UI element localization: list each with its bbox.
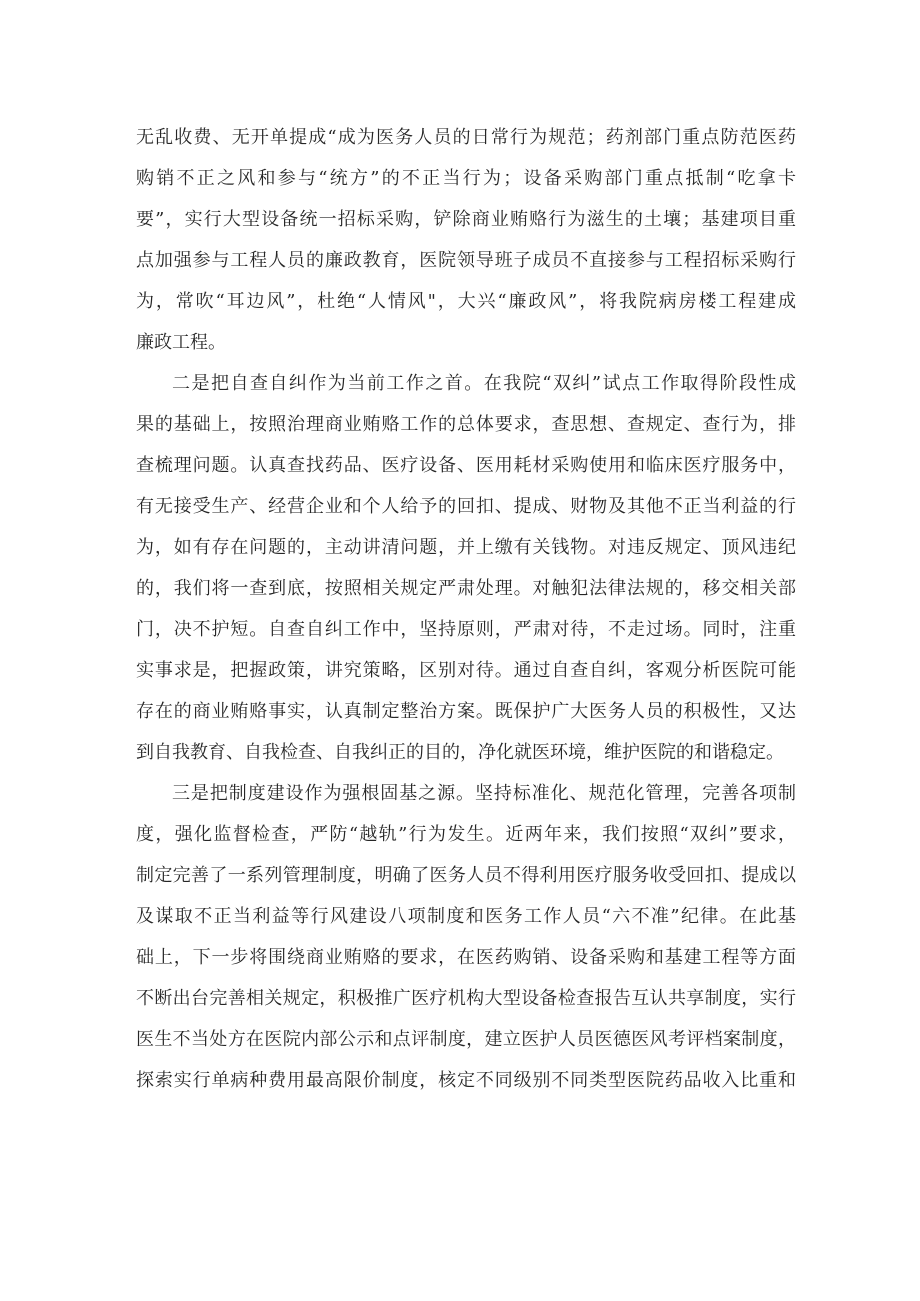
text-line: 及谋取不正当利益等行风建设八项制度和医务工作人员“六不准”纪律。在此基 bbox=[136, 906, 796, 927]
text-line: 探索实行单病种费用最高限价制度，核定不同级别不同类型医院药品收入比重和 bbox=[136, 1070, 796, 1091]
text-line: 果的基础上，按照治理商业贿赂工作的总体要求，查思想、查规定、查行为，排 bbox=[136, 414, 796, 435]
text-line: 要”，实行大型设备统一招标采购，铲除商业贿赂行为滋生的土壤；基建项目重 bbox=[136, 209, 796, 230]
text-line: 为，如有存在问题的，主动讲清问题，并上缴有关钱物。对违反规定、顶风违纪 bbox=[136, 537, 796, 558]
text-line: 度，强化监督检查，严防“越轨”行为发生。近两年来，我们按照“双纠”要求， bbox=[136, 824, 796, 845]
paragraph-start-line: 三是把制度建设作为强根固基之源。坚持标准化、规范化管理，完善各项制 bbox=[172, 783, 796, 804]
text-line: 无乱收费、无开单提成“成为医务人员的日常行为规范；药剂部门重点防范医药 bbox=[136, 127, 796, 148]
text-line: 的，我们将一查到底，按照相关规定严肃处理。对触犯法律法规的，移交相关部 bbox=[136, 578, 796, 599]
text-line: 有无接受生产、经营企业和个人给予的回扣、提成、财物及其他不正当利益的行 bbox=[136, 496, 796, 517]
text-line: 门，决不护短。自查自纠工作中，坚持原则，严肃对待，不走过场。同时，注重 bbox=[136, 619, 796, 640]
text-line: 不断出台完善相关规定，积极推广医疗机构大型设备检查报告互认共享制度，实行 bbox=[136, 988, 796, 1009]
text-line: 医生不当处方在医院内部公示和点评制度，建立医护人员医德医风考评档案制度， bbox=[136, 1029, 796, 1050]
text-line: 查梳理问题。认真查找药品、医疗设备、医用耗材采购使用和临床医疗服务中， bbox=[136, 455, 796, 476]
text-line: 制定完善了一系列管理制度，明确了医务人员不得利用医疗服务收受回扣、提成以 bbox=[136, 865, 796, 886]
text-line: 点加强参与工程人员的廉政教育，医院领导班子成员不直接参与工程招标采购行 bbox=[136, 250, 796, 271]
text-line: 为，常吹“耳边风”，杜绝“人情风"，大兴“廉政风”，将我院病房楼工程建成 bbox=[136, 291, 796, 312]
text-line: 础上，下一步将围绕商业贿赂的要求，在医药购销、设备采购和基建工程等方面 bbox=[136, 947, 796, 968]
text-line: 实事求是，把握政策，讲究策略，区别对待。通过自查自纠，客观分析医院可能 bbox=[136, 660, 796, 681]
text-line: 到自我教育、自我检查、自我纠正的目的，净化就医环境，维护医院的和谐稳定。 bbox=[136, 742, 784, 763]
text-line: 购销不正之风和参与“统方”的不正当行为；设备采购部门重点抵制“吃拿卡 bbox=[136, 168, 796, 189]
text-line: 廉政工程。 bbox=[136, 332, 226, 353]
text-line: 存在的商业贿赂事实，认真制定整治方案。既保护广大医务人员的积极性，又达 bbox=[136, 701, 796, 722]
paragraph-start-line: 二是把自查自纠作为当前工作之首。在我院“双纠”试点工作取得阶段性成 bbox=[172, 373, 796, 394]
